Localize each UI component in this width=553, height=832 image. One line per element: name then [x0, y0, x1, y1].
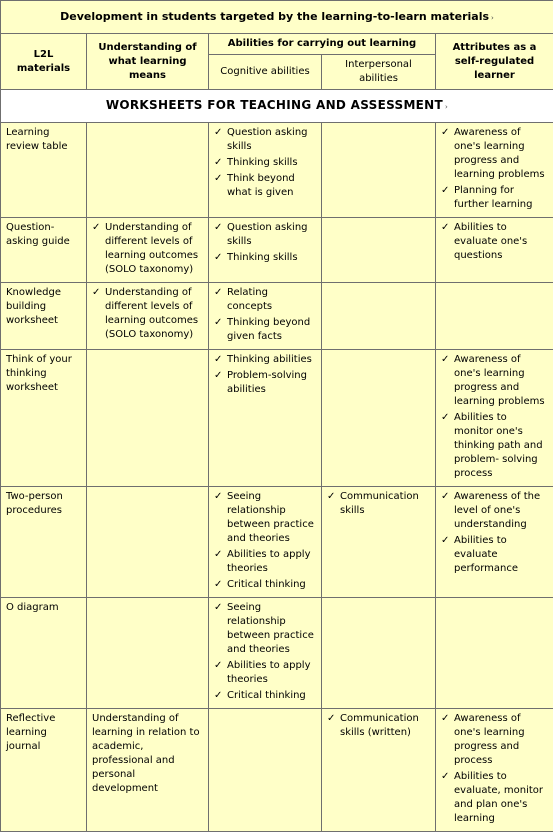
- check-icon: ✓: [441, 490, 449, 504]
- list-item: [214, 221, 316, 249]
- check-icon: ✓: [214, 172, 222, 186]
- cell-material: Reflective learning journal: [1, 709, 87, 832]
- list-item-text: Understanding of different levels of learning outcomes (SOLO taxonomy): [105, 287, 198, 340]
- list-item-text: Abilities to evaluate performance: [454, 535, 518, 574]
- cell-interpersonal: [322, 598, 436, 709]
- cell-understanding: [87, 123, 209, 218]
- list-item: [214, 548, 316, 576]
- cell-attributes: [436, 283, 553, 350]
- check-icon: ✓: [214, 659, 222, 673]
- check-icon: ✓: [214, 548, 222, 562]
- cell-material: Knowledge building worksheet: [1, 283, 87, 350]
- cell-cognitive: [209, 123, 322, 218]
- list-item-text: Planning for further learning: [454, 185, 532, 210]
- list-item-text: Thinking abilities: [227, 354, 312, 365]
- cognitive-list: [214, 286, 316, 344]
- list-item: [441, 411, 548, 481]
- list-item-text: Abilities to monitor one's thinking path and problem- solving process: [454, 412, 543, 479]
- list-item: [441, 712, 548, 768]
- understanding-text: Understanding of learning in relation to academic, professional and personal development: [92, 713, 200, 794]
- cognitive-list: [214, 601, 316, 703]
- cognitive-list: [214, 353, 316, 397]
- list-item-text: Awareness of one's learning progress and learning problems: [454, 354, 545, 407]
- cell-material: Two-person procedures: [1, 487, 87, 598]
- table-row: [1, 598, 553, 709]
- attributes-list: [441, 490, 548, 576]
- title-marker: ›: [491, 14, 494, 22]
- cell-understanding: [87, 598, 209, 709]
- header-attributes: Attributes as a self-regulated learner: [436, 34, 553, 90]
- cell-material: Question-asking guide: [1, 218, 87, 283]
- cell-interpersonal: [322, 350, 436, 487]
- check-icon: ✓: [441, 184, 449, 198]
- list-item: [214, 490, 316, 546]
- check-icon: ✓: [441, 221, 449, 235]
- list-item: [214, 172, 316, 200]
- list-item-text: Thinking beyond given facts: [227, 317, 310, 342]
- check-icon: ✓: [441, 353, 449, 367]
- understanding-list: [92, 286, 203, 342]
- cell-material: O diagram: [1, 598, 87, 709]
- list-item: [214, 689, 316, 703]
- cell-interpersonal: [322, 487, 436, 598]
- list-item-text: Relating concepts: [227, 287, 272, 312]
- list-item: [214, 316, 316, 344]
- list-item: [327, 490, 430, 518]
- check-icon: ✓: [214, 369, 222, 383]
- cell-attributes: [436, 218, 553, 283]
- interpersonal-list: [327, 490, 430, 518]
- list-item-text: Abilities to apply theories: [227, 549, 311, 574]
- list-item: [441, 490, 548, 532]
- list-item-text: Understanding of different levels of learning outcomes (SOLO taxonomy): [105, 222, 198, 275]
- list-item-text: Seeing relationship between practice and theories: [227, 602, 314, 655]
- table-title: [1, 1, 553, 34]
- table-row: [1, 123, 553, 218]
- cell-attributes: [436, 487, 553, 598]
- check-icon: ✓: [214, 353, 222, 367]
- header-cognitive: Cognitive abilities: [209, 55, 322, 90]
- interpersonal-list: [327, 712, 430, 740]
- attributes-list: [441, 712, 548, 826]
- list-item: [441, 126, 548, 182]
- cell-attributes: [436, 123, 553, 218]
- check-icon: ✓: [441, 534, 449, 548]
- list-item: [214, 601, 316, 657]
- cell-attributes: [436, 598, 553, 709]
- list-item-text: Question asking skills: [227, 127, 308, 152]
- attributes-list: [441, 126, 548, 212]
- cell-cognitive: [209, 350, 322, 487]
- check-icon: ✓: [327, 712, 335, 726]
- list-item-text: Problem-solving abilities: [227, 370, 307, 395]
- cell-cognitive: [209, 598, 322, 709]
- list-item: [214, 353, 316, 367]
- list-item: [214, 578, 316, 592]
- header-interpersonal: Interpersonal abilities: [322, 55, 436, 90]
- list-item-text: Seeing relationship between practice and theories: [227, 491, 314, 544]
- table-row: [1, 283, 553, 350]
- table-row: [1, 218, 553, 283]
- header-abilities: Abilities for carrying out learning: [209, 34, 436, 55]
- list-item: [441, 353, 548, 409]
- table-row: [1, 350, 553, 487]
- attributes-list: [441, 221, 548, 263]
- check-icon: ✓: [214, 251, 222, 265]
- list-item: [214, 369, 316, 397]
- list-item-text: Awareness of one's learning progress and process: [454, 713, 525, 766]
- list-item-text: Think beyond what is given: [227, 173, 295, 198]
- cell-interpersonal: [322, 283, 436, 350]
- check-icon: ✓: [214, 578, 222, 592]
- cell-cognitive: [209, 709, 322, 832]
- list-item: [327, 712, 430, 740]
- check-icon: ✓: [214, 126, 222, 140]
- understanding-list: [92, 221, 203, 277]
- cell-interpersonal: [322, 709, 436, 832]
- list-item: [441, 221, 548, 263]
- cell-cognitive: [209, 487, 322, 598]
- banner-marker: ›: [445, 103, 448, 111]
- cognitive-list: [214, 490, 316, 592]
- table-body: [1, 123, 553, 832]
- cell-understanding: [87, 487, 209, 598]
- list-item-text: Abilities to evaluate, monitor and plan one's learning: [454, 771, 543, 824]
- check-icon: ✓: [214, 490, 222, 504]
- check-icon: ✓: [441, 712, 449, 726]
- cell-attributes: [436, 709, 553, 832]
- list-item: [441, 770, 548, 826]
- check-icon: ✓: [214, 286, 222, 300]
- cell-attributes: [436, 350, 553, 487]
- attributes-list: [441, 353, 548, 481]
- header-understanding: Understanding of what learning means: [87, 34, 209, 90]
- cell-material: Learning review table: [1, 123, 87, 218]
- cell-cognitive: [209, 283, 322, 350]
- list-item: [92, 286, 203, 342]
- check-icon: ✓: [92, 221, 100, 235]
- list-item-text: Communication skills: [340, 491, 419, 516]
- header-l2l-materials: L2L materials: [1, 34, 87, 90]
- check-icon: ✓: [214, 156, 222, 170]
- check-icon: ✓: [214, 601, 222, 615]
- check-icon: ✓: [441, 126, 449, 140]
- list-item-text: Abilities to apply theories: [227, 660, 311, 685]
- cell-interpersonal: [322, 218, 436, 283]
- cell-understanding: [87, 709, 209, 832]
- list-item-text: Abilities to evaluate one's questions: [454, 222, 527, 261]
- table-row: [1, 487, 553, 598]
- section-banner-text: WORKSHEETS FOR TEACHING AND ASSESSMENT: [106, 98, 443, 112]
- list-item: [214, 286, 316, 314]
- table-title-text: Development in students targeted by the learning-to-learn materials: [60, 10, 489, 23]
- list-item: [92, 221, 203, 277]
- cell-understanding: [87, 283, 209, 350]
- list-item-text: Thinking skills: [227, 252, 298, 263]
- check-icon: ✓: [327, 490, 335, 504]
- list-item-text: Critical thinking: [227, 579, 306, 590]
- list-item: [214, 251, 316, 265]
- list-item-text: Awareness of one's learning progress and learning problems: [454, 127, 545, 180]
- list-item: [214, 659, 316, 687]
- list-item-text: Awareness of the level of one's understanding: [454, 491, 540, 530]
- list-item: [441, 534, 548, 576]
- check-icon: ✓: [92, 286, 100, 300]
- cell-understanding: [87, 350, 209, 487]
- check-icon: ✓: [214, 689, 222, 703]
- check-icon: ✓: [214, 221, 222, 235]
- cognitive-list: [214, 221, 316, 265]
- list-item: [441, 184, 548, 212]
- list-item-text: Critical thinking: [227, 690, 306, 701]
- table-row: [1, 709, 553, 832]
- list-item: [214, 126, 316, 154]
- list-item: [214, 156, 316, 170]
- list-item-text: Question asking skills: [227, 222, 308, 247]
- check-icon: ✓: [441, 411, 449, 425]
- check-icon: ✓: [214, 316, 222, 330]
- section-banner: [1, 90, 553, 123]
- cell-interpersonal: [322, 123, 436, 218]
- check-icon: ✓: [441, 770, 449, 784]
- cell-understanding: [87, 218, 209, 283]
- list-item-text: Thinking skills: [227, 157, 298, 168]
- cell-material: Think of your thinking worksheet: [1, 350, 87, 487]
- list-item-text: Communication skills (written): [340, 713, 419, 738]
- cognitive-list: [214, 126, 316, 200]
- cell-cognitive: [209, 218, 322, 283]
